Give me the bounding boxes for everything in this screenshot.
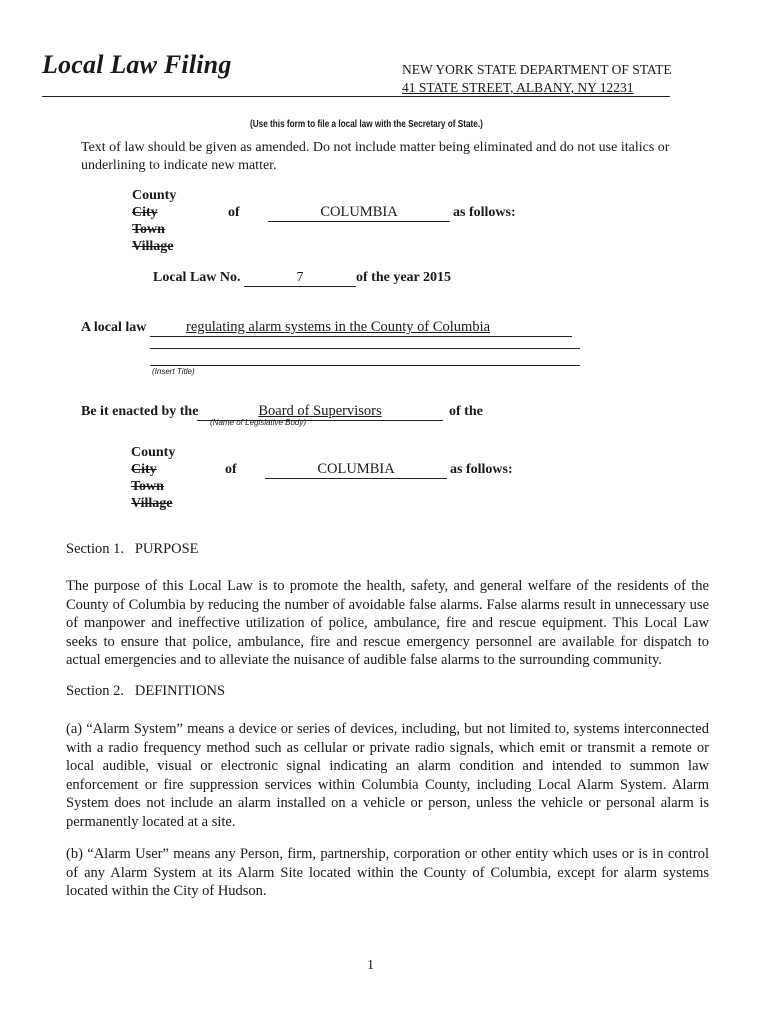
intro-text: Text of law should be given as amended. Do not include matter being eliminated and do not use italics or underlining to indicate new matter. bbox=[81, 140, 670, 173]
type-town-2: Town bbox=[131, 479, 164, 494]
form-instruction: (Use this form to file a local law with the Secretary of State.) bbox=[250, 119, 483, 130]
as-follows-1: as follows: bbox=[453, 205, 516, 220]
legislative-body: Board of Supervisors bbox=[197, 403, 443, 421]
type-city-2: City bbox=[131, 462, 157, 477]
type-city: City bbox=[132, 205, 158, 220]
definition-alarm-system: (a) “Alarm System” means a device or series of devices, including, but not limited to, systems interconnected with a radio frequency method such as cellular or private radio signals, which emit or transmit a remote or local audible, visual or electronic signal indicating an alarm condition and intended to summon law enforcement or fire suppression services within Columbia County, including Local Alarm System. Alarm System does not include an alarm installed on a vehicle or person, unless the vehicle or personal alarm is permanently located at a site. bbox=[66, 721, 709, 830]
of-the-label: of the bbox=[449, 404, 483, 419]
municipality-types-2 bbox=[131, 444, 175, 512]
section-2-heading: Section 2. DEFINITIONS bbox=[66, 683, 226, 699]
section-1-text: The purpose of this Local Law is to promote the health, safety, and general welfare of the residents of the County of Columbia by reducing the number of avoidable false alarms. False alarms result in unnecessary use of manpower and ineffective utilization of police, ambulance, fire and rescue equipment. This Local Law seeks to ensure that police, ambulance, fire and rescue emergency personnel are available for dispatch to actual emergencies and to alleviate the nuisance of audible false alarms to the surrounding community. bbox=[66, 578, 709, 668]
enacted-label: Be it enacted by the bbox=[81, 404, 199, 419]
type-county-2: County bbox=[131, 445, 176, 460]
type-village: Village bbox=[132, 239, 174, 254]
year-label: of the year 2015 bbox=[356, 270, 451, 285]
type-town: Town bbox=[132, 222, 165, 237]
title-blank-line-3 bbox=[150, 365, 580, 366]
header-divider bbox=[42, 96, 670, 97]
local-law-number: 7 bbox=[244, 269, 356, 287]
department-block bbox=[402, 61, 672, 97]
page-number: 1 bbox=[367, 958, 374, 973]
municipality-name-1: COLUMBIA bbox=[268, 204, 450, 222]
definition-alarm-user: (b) “Alarm User” means any Person, firm, partnership, corporation or other entity which uses or is in control of any Alarm System at its Alarm Site located within the County of Columbia, except for alarm systems located within the City of Hudson. bbox=[66, 846, 709, 899]
local-law-label: Local Law No. bbox=[153, 270, 241, 285]
as-follows-2: as follows: bbox=[450, 462, 513, 477]
type-village-2: Village bbox=[131, 496, 173, 511]
section-1-heading: Section 1. PURPOSE bbox=[66, 541, 199, 557]
local-law-title-label: A local law bbox=[81, 320, 147, 335]
municipality-types-1 bbox=[132, 187, 176, 255]
title-blank-line-2 bbox=[150, 348, 580, 349]
type-county: County bbox=[132, 188, 177, 203]
local-law-number-line bbox=[153, 269, 451, 287]
insert-title-caption: (Insert Title) bbox=[152, 367, 195, 376]
form-title: Local Law Filing bbox=[42, 50, 232, 79]
local-law-title-value: regulating alarm systems in the County of Columbia bbox=[150, 319, 572, 337]
department-address: 41 STATE STREET, ALBANY, NY 12231 bbox=[402, 80, 634, 95]
of-label-2: of bbox=[225, 462, 237, 477]
of-label-1: of bbox=[228, 205, 240, 220]
municipality-name-2: COLUMBIA bbox=[265, 461, 447, 479]
department-name: NEW YORK STATE DEPARTMENT OF STATE bbox=[402, 62, 672, 77]
legislative-body-caption: (Name of Legislative Body) bbox=[210, 418, 307, 427]
